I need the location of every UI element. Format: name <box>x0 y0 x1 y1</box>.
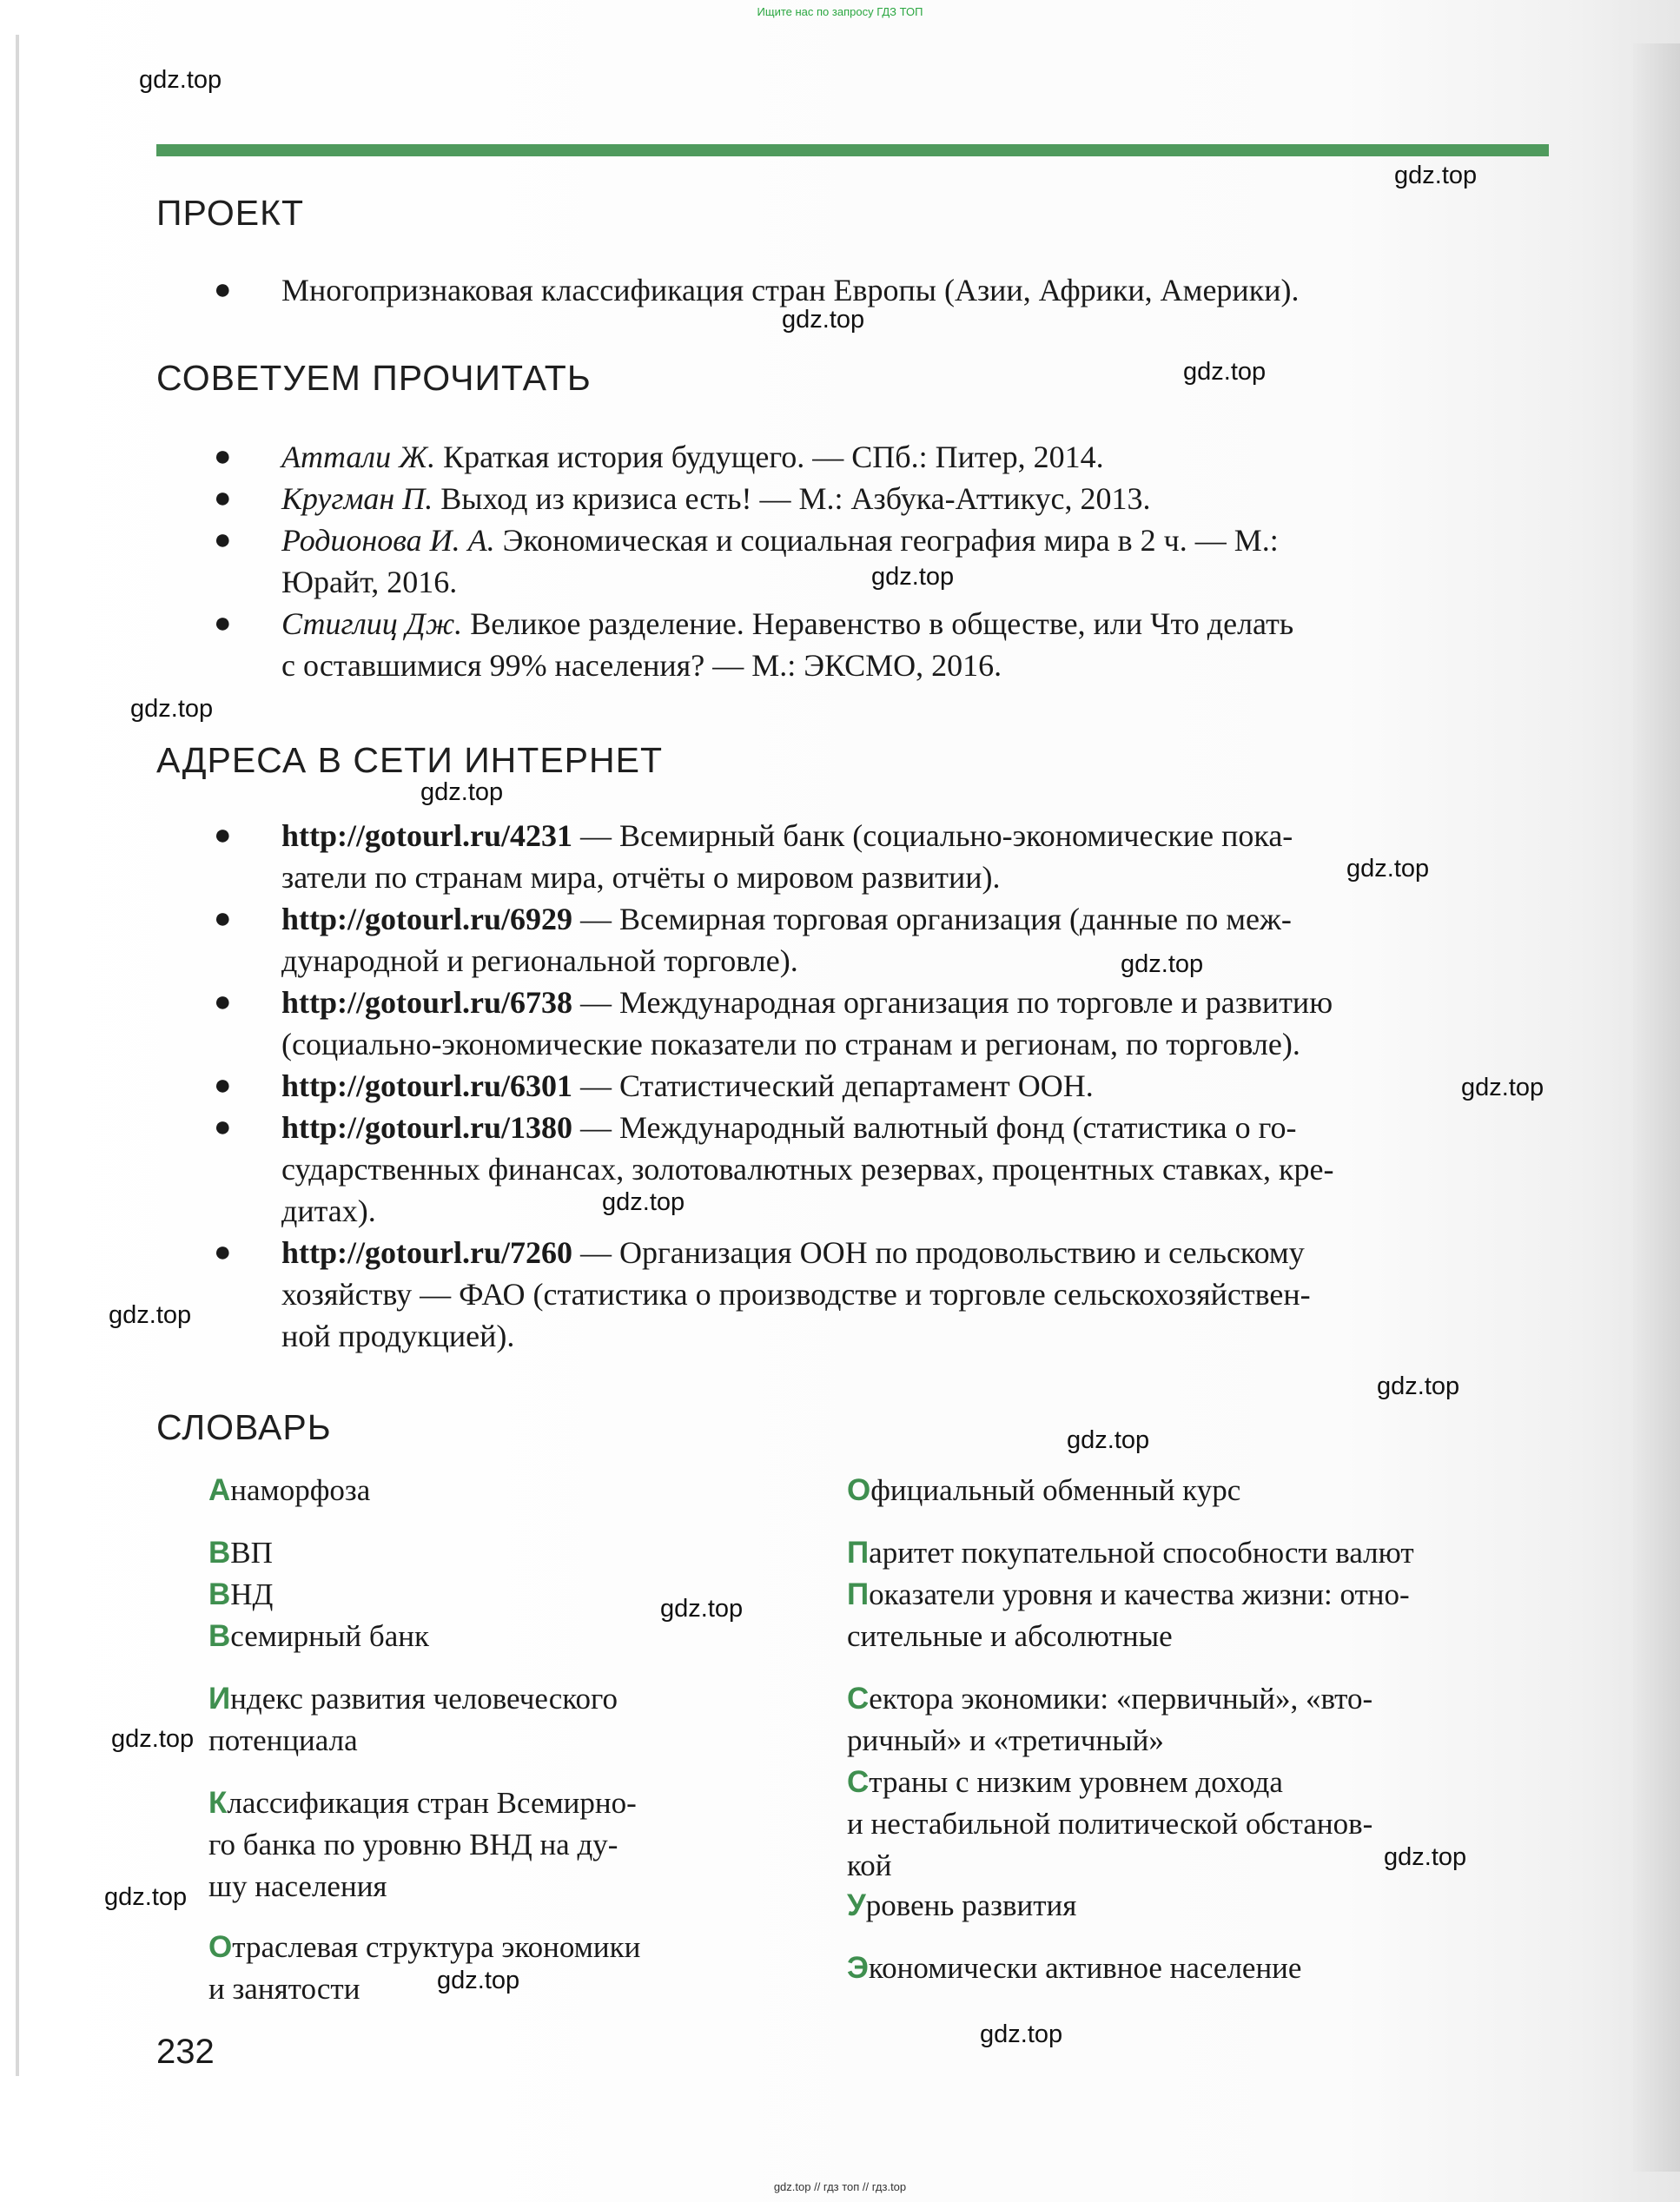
project-item: Многопризнаковая классификация стран Европы (Азии, Африки, Америки). <box>281 273 1300 307</box>
top-banner[interactable]: Ищите нас по запросу ГДЗ ТОП <box>757 5 923 18</box>
dictionary-heading: СЛОВАРЬ <box>156 1407 332 1447</box>
link-description: — Всемирная торговая организация (данные по меж- <box>572 902 1292 936</box>
watermark: gdz.top <box>1384 1843 1467 1871</box>
dictionary-term: Показатели уровня и качества жизни: отно- сительные и абсолютные <box>847 1577 1410 1653</box>
bullet-icon: ● <box>214 482 232 514</box>
page-number: 232 <box>156 2033 215 2071</box>
watermark: gdz.top <box>782 306 865 334</box>
watermark: gdz.top <box>130 695 214 723</box>
link-item <box>281 898 1550 940</box>
reading-item <box>281 519 1550 561</box>
bullet-icon: ● <box>214 524 232 556</box>
book-title: Экономическая и социальная география мира в 2 ч. — М.: <box>494 523 1279 558</box>
dictionary-term: Официальный обменный курс <box>847 1473 1241 1507</box>
url-link[interactable]: http://gotourl.ru/6929 <box>281 902 573 936</box>
link-description: — Всемирный банк (социально-экономические пока- <box>572 818 1293 853</box>
watermark: gdz.top <box>1067 1426 1150 1454</box>
bullet-icon: ● <box>214 274 232 306</box>
reading-item <box>281 478 1550 519</box>
project-heading: ПРОЕКТ <box>156 193 305 233</box>
url-link[interactable]: http://gotourl.ru/6301 <box>281 1068 573 1103</box>
watermark: gdz.top <box>1394 162 1478 189</box>
dictionary-term: Экономически активное население <box>847 1951 1302 1985</box>
link-description-continued: затели по странам мира, отчёты о мировом развитии). <box>281 860 1001 895</box>
page-right-edge <box>1633 43 1680 2172</box>
green-divider <box>156 144 1549 156</box>
bullet-icon: ● <box>214 1069 232 1101</box>
link-description-continued: дитах). <box>281 1194 376 1228</box>
dictionary-term: ВНД <box>208 1577 274 1611</box>
link-item <box>281 1107 1550 1148</box>
watermark: gdz.top <box>111 1725 195 1753</box>
link-description: — Международная организация по торговле и развитию <box>572 985 1333 1020</box>
reading-heading: СОВЕТУЕМ ПРОЧИТАТЬ <box>156 358 592 398</box>
watermark: gdz.top <box>1461 1074 1544 1101</box>
link-description: — Организация ООН по продовольствию и сельскому <box>572 1235 1305 1270</box>
book-title: Выход из кризиса есть! — М.: Азбука-Аттикус, 2013. <box>433 481 1151 516</box>
watermark: gdz.top <box>139 66 222 94</box>
watermark: gdz.top <box>420 778 504 806</box>
url-link[interactable]: http://gotourl.ru/1380 <box>281 1110 573 1145</box>
watermark: gdz.top <box>660 1595 744 1623</box>
link-description-continued: сударственных финансах, золотовалютных резервах, процентных ставках, кре- <box>281 1152 1334 1187</box>
link-description: — Статистический департамент ООН. <box>572 1068 1094 1103</box>
link-description-continued: ной продукцией). <box>281 1319 515 1353</box>
watermark: gdz.top <box>871 563 955 591</box>
dictionary-term: Страны с низким уровнем дохода и нестабильной политической обстанов- кой <box>847 1765 1373 1882</box>
url-link[interactable]: http://gotourl.ru/7260 <box>281 1235 573 1270</box>
book-title-continued: с оставшимися 99% населения? — М.: ЭКСМО, 2016. <box>281 648 1002 683</box>
bottom-banner[interactable]: gdz.top // гдз топ // гдз.top <box>773 2180 907 2193</box>
watermark: gdz.top <box>1121 950 1204 978</box>
dictionary-term: Классификация стран Всемирно- го банка по уровню ВНД на ду- шу населения <box>208 1786 637 1903</box>
dictionary-term: Анаморфоза <box>208 1473 371 1507</box>
reading-item <box>281 436 1550 478</box>
dictionary-term: Отраслевая структура экономики и занятости <box>208 1930 641 2006</box>
bullet-icon: ● <box>214 607 232 639</box>
book-author: Родионова И. А. <box>281 523 495 558</box>
page-left-shadow <box>16 35 19 2076</box>
watermark: gdz.top <box>1183 358 1267 386</box>
dictionary-term: Паритет покупательной способности валют <box>847 1536 1414 1570</box>
watermark: gdz.top <box>104 1883 188 1911</box>
book-title-continued: Юрайт, 2016. <box>281 565 458 599</box>
dictionary-term: Уровень развития <box>847 1888 1077 1922</box>
book-title: Великое разделение. Неравенство в обществе, или Что делать <box>462 606 1294 641</box>
url-link[interactable]: http://gotourl.ru/6738 <box>281 985 573 1020</box>
watermark: gdz.top <box>437 1967 520 1994</box>
bullet-icon: ● <box>214 1236 232 1268</box>
bullet-icon: ● <box>214 986 232 1018</box>
watermark: gdz.top <box>980 2020 1063 2048</box>
bullet-icon: ● <box>214 1111 232 1143</box>
book-author: Стиглиц Дж. <box>281 606 463 641</box>
link-item <box>281 982 1550 1023</box>
bullet-icon: ● <box>214 903 232 935</box>
watermark: gdz.top <box>1346 855 1430 883</box>
book-author: Аттали Ж. <box>281 440 436 474</box>
link-description-continued: дународной и региональной торговле). <box>281 943 798 978</box>
reading-item <box>281 603 1550 645</box>
book-title: Краткая история будущего. — СПб.: Питер, 2014. <box>435 440 1104 474</box>
dictionary-term: Всемирный банк <box>208 1619 429 1653</box>
bullet-icon: ● <box>214 440 232 473</box>
watermark: gdz.top <box>1377 1372 1460 1400</box>
bullet-icon: ● <box>214 819 232 851</box>
internet-heading: АДРЕСА В СЕТИ ИНТЕРНЕТ <box>156 740 664 780</box>
link-description: — Международный валютный фонд (статистика о го- <box>572 1110 1297 1145</box>
watermark: gdz.top <box>109 1301 192 1329</box>
watermark: gdz.top <box>602 1188 685 1216</box>
dictionary-term: Сектора экономики: «первичный», «вто- ричный» и «третичный» <box>847 1682 1373 1757</box>
dictionary-term: Индекс развития человеческого потенциала <box>208 1682 618 1757</box>
link-description-continued: (социально-экономические показатели по странам и регионам, по торговле). <box>281 1027 1300 1061</box>
link-item <box>281 1232 1550 1273</box>
link-description-continued: хозяйству — ФАО (статистика о производстве и торговле сельскохозяйствен- <box>281 1277 1311 1312</box>
link-item <box>281 1065 1550 1107</box>
url-link[interactable]: http://gotourl.ru/4231 <box>281 818 573 853</box>
link-item <box>281 815 1550 856</box>
dictionary-term: ВВП <box>208 1536 273 1570</box>
book-author: Кругман П. <box>281 481 433 516</box>
